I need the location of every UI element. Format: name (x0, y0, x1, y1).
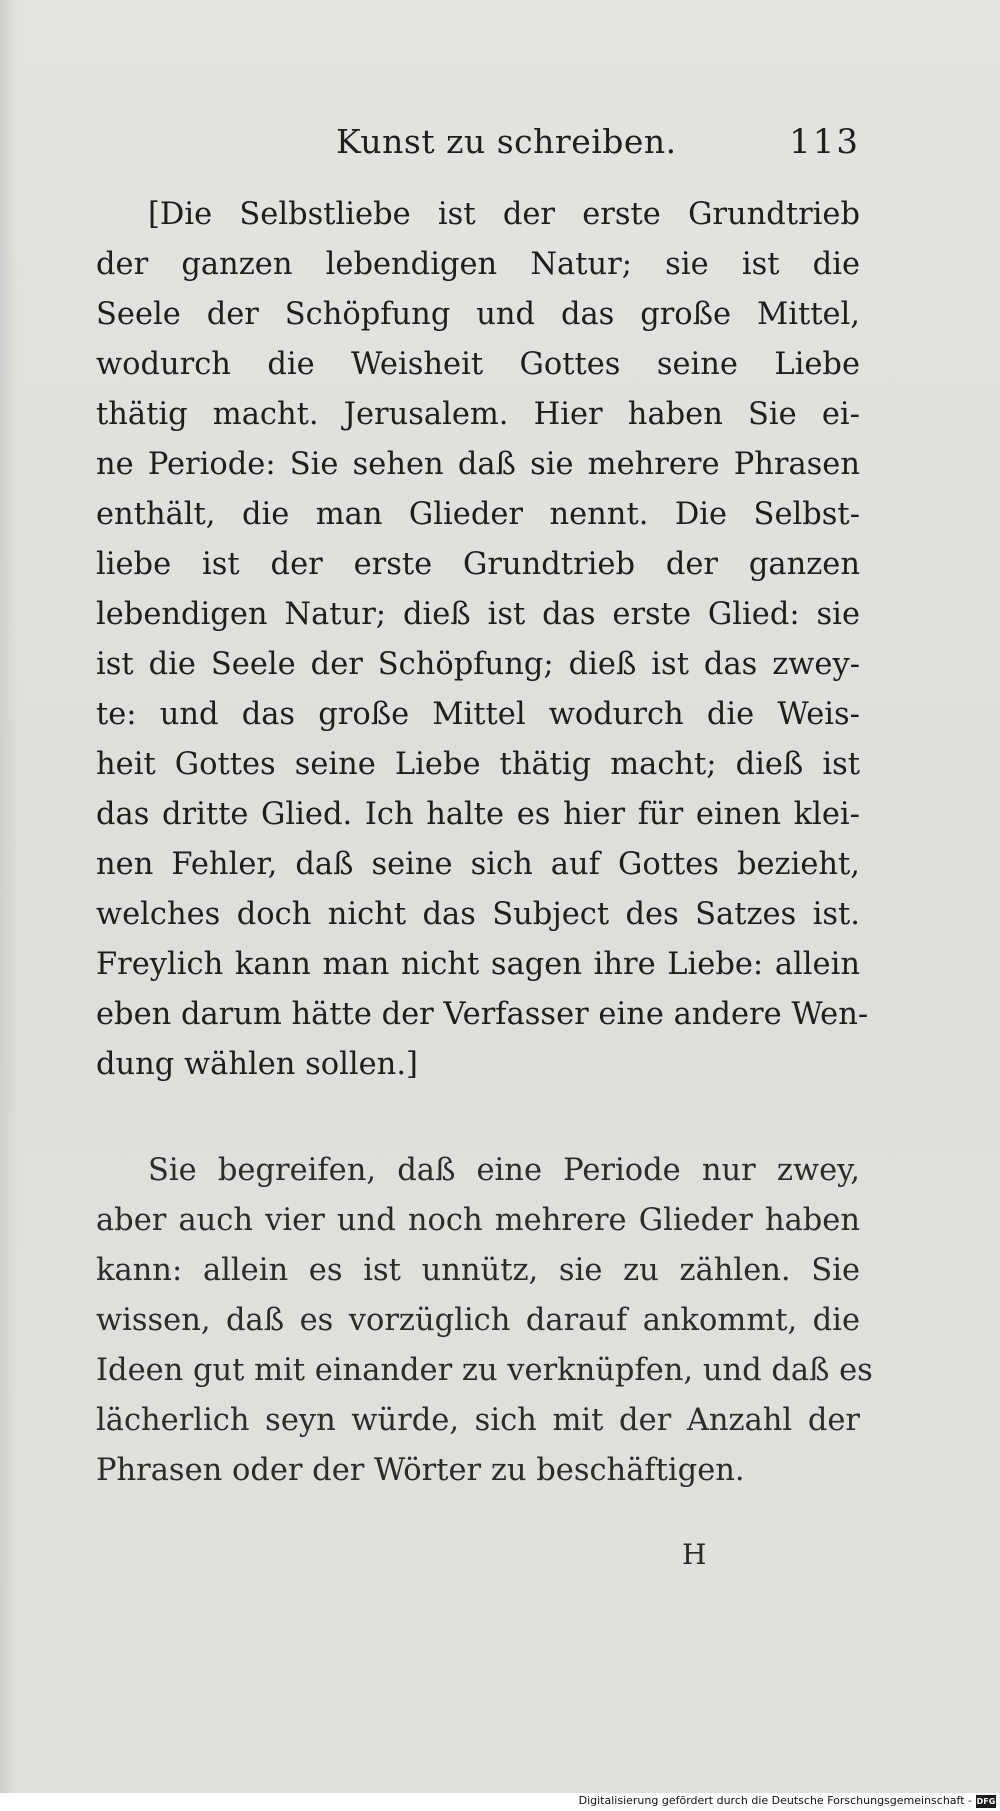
text-line: kann: allein es ist unnütz, sie zu zählen. Sie (96, 1253, 860, 1288)
text-line: welches doch nicht das Subject des Satzes ist. (96, 897, 860, 932)
text-line: wissen, daß es vorzüglich darauf ankommt, die (96, 1303, 860, 1338)
text-line: liebe ist der erste Grundtrieb der ganzen (96, 547, 860, 582)
catchword: H (682, 1538, 707, 1571)
text-line: aber auch vier und noch mehrere Glieder haben (96, 1203, 860, 1238)
page-header (100, 122, 860, 170)
running-title: Kunst zu schreiben. (336, 122, 677, 161)
text-line: thätig macht. Jerusalem. Hier haben Sie ei- (96, 397, 860, 432)
paragraph-quotation (96, 190, 869, 1090)
text-line: enthält, die man Glieder nennt. Die Selbst- (96, 497, 860, 532)
text-line: ne Periode: Sie sehen daß sie mehrere Phrasen (96, 447, 860, 482)
text-line: Ideen gut mit einander zu verknüpfen, und daß es (96, 1353, 873, 1388)
text-line: lächerlich seyn würde, sich mit der Anzahl der (96, 1403, 860, 1438)
page-number: 113 (789, 122, 860, 162)
text-line: Sie begreifen, daß eine Periode nur zwey, (148, 1153, 860, 1188)
text-line: der ganzen lebendigen Natur; sie ist die (96, 247, 860, 282)
digitization-footer (0, 1793, 1000, 1811)
text-line: Phrasen oder der Wörter zu beschäftigen. (96, 1453, 745, 1488)
text-line: ist die Seele der Schöpfung; dieß ist das zwey- (96, 647, 860, 682)
text-line: Freylich kann man nicht sagen ihre Liebe: allein (96, 947, 860, 982)
text-line: eben darum hätte der Verfasser eine andere Wen- (96, 997, 869, 1032)
text-line: nen Fehler, daß seine sich auf Gottes bezieht, (96, 847, 860, 882)
text-line: [Die Selbstliebe ist der erste Grundtrieb (148, 197, 860, 232)
footer-credit: Digitalisierung gefördert durch die Deutsche Forschungsgemeinschaft - (578, 1794, 972, 1807)
text-line: das dritte Glied. Ich halte es hier für einen klei- (96, 797, 860, 832)
body-text (96, 190, 873, 1496)
paragraph-gap (96, 1090, 860, 1146)
paragraph-main (96, 1146, 873, 1496)
text-line: lebendigen Natur; dieß ist das erste Glied: sie (96, 597, 860, 632)
dfg-logo-icon: DFG (976, 1797, 996, 1806)
text-line: te: und das große Mittel wodurch die Weis- (96, 697, 860, 732)
text-line: wodurch die Weisheit Gottes seine Liebe (96, 347, 860, 382)
text-line: Seele der Schöpfung und das große Mittel, (96, 297, 860, 332)
text-line: dung wählen sollen.] (96, 1047, 418, 1082)
text-line: heit Gottes seine Liebe thätig macht; dieß ist (96, 747, 860, 782)
